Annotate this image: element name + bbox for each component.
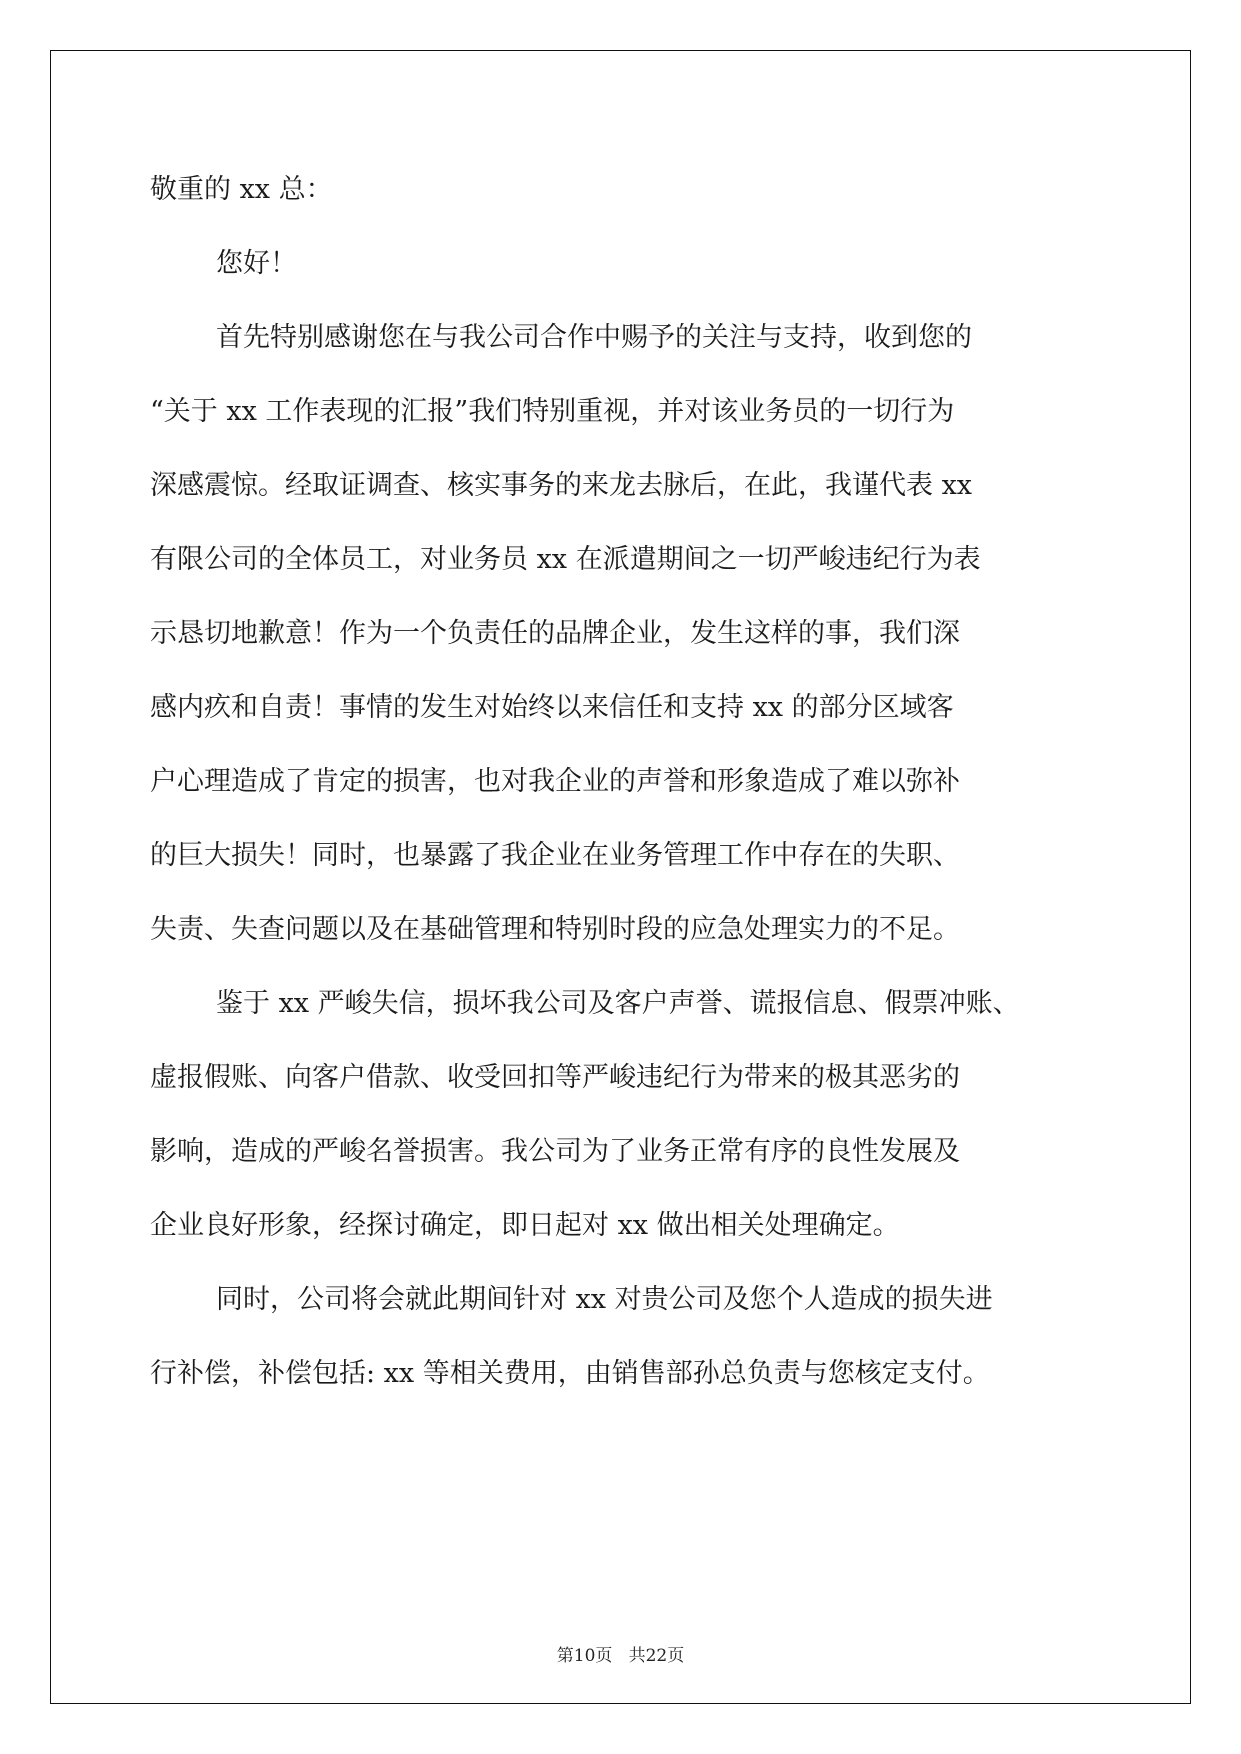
salutation: 敬重的 xx 总：	[150, 174, 333, 205]
text-line: 首先特别感谢您在与我公司合作中赐予的关注与支持，收到您的	[216, 322, 972, 353]
text-line: 示恳切地歉意！作为一个负责任的品牌企业，发生这样的事，我们深	[150, 618, 960, 649]
page-number: 第10页 共22页	[556, 1646, 685, 1666]
text-line: 影响，造成的严峻名誉损害。我公司为了业务正常有序的良性发展及	[150, 1136, 960, 1167]
text-line: 户心理造成了肯定的损害，也对我企业的声誉和形象造成了难以弥补	[150, 766, 960, 797]
text-line: 的巨大损失！同时，也暴露了我企业在业务管理工作中存在的失职、	[150, 840, 960, 871]
text-line: 虚报假账、向客户借款、收受回扣等严峻违纪行为带来的极其恶劣的	[150, 1062, 960, 1093]
text-line: 失责、失查问题以及在基础管理和特别时段的应急处理实力的不足。	[150, 914, 960, 945]
paragraph-1	[150, 318, 1095, 984]
paragraph-2	[150, 984, 1095, 1280]
letter-body	[150, 170, 1095, 1428]
text-line: 行补偿，补偿包括: xx 等相关费用，由销售部孙总负责与您核定支付。	[150, 1358, 990, 1389]
text-line: 深感震惊。经取证调查、核实事务的来龙去脉后，在此，我谨代表 xx	[150, 470, 973, 501]
text-line: “关于 xx 工作表现的汇报”我们特别重视，并对该业务员的一切行为	[150, 396, 955, 427]
paragraph-3	[150, 1280, 1095, 1428]
text-line: 企业良好形象，经探讨确定，即日起对 xx 做出相关处理确定。	[150, 1210, 900, 1241]
text-line: 鉴于 xx 严峻失信，损坏我公司及客户声誉、谎报信息、假票冲账、	[216, 988, 1020, 1019]
text-line: 同时，公司将会就此期间针对 xx 对贵公司及您个人造成的损失进	[216, 1284, 993, 1315]
text-line: 有限公司的全体员工，对业务员 xx 在派遣期间之一切严峻违纪行为表	[150, 544, 981, 575]
greeting: 您好！	[216, 248, 297, 279]
text-line: 感内疚和自责！事情的发生对始终以来信任和支持 xx 的部分区域客	[150, 692, 954, 723]
